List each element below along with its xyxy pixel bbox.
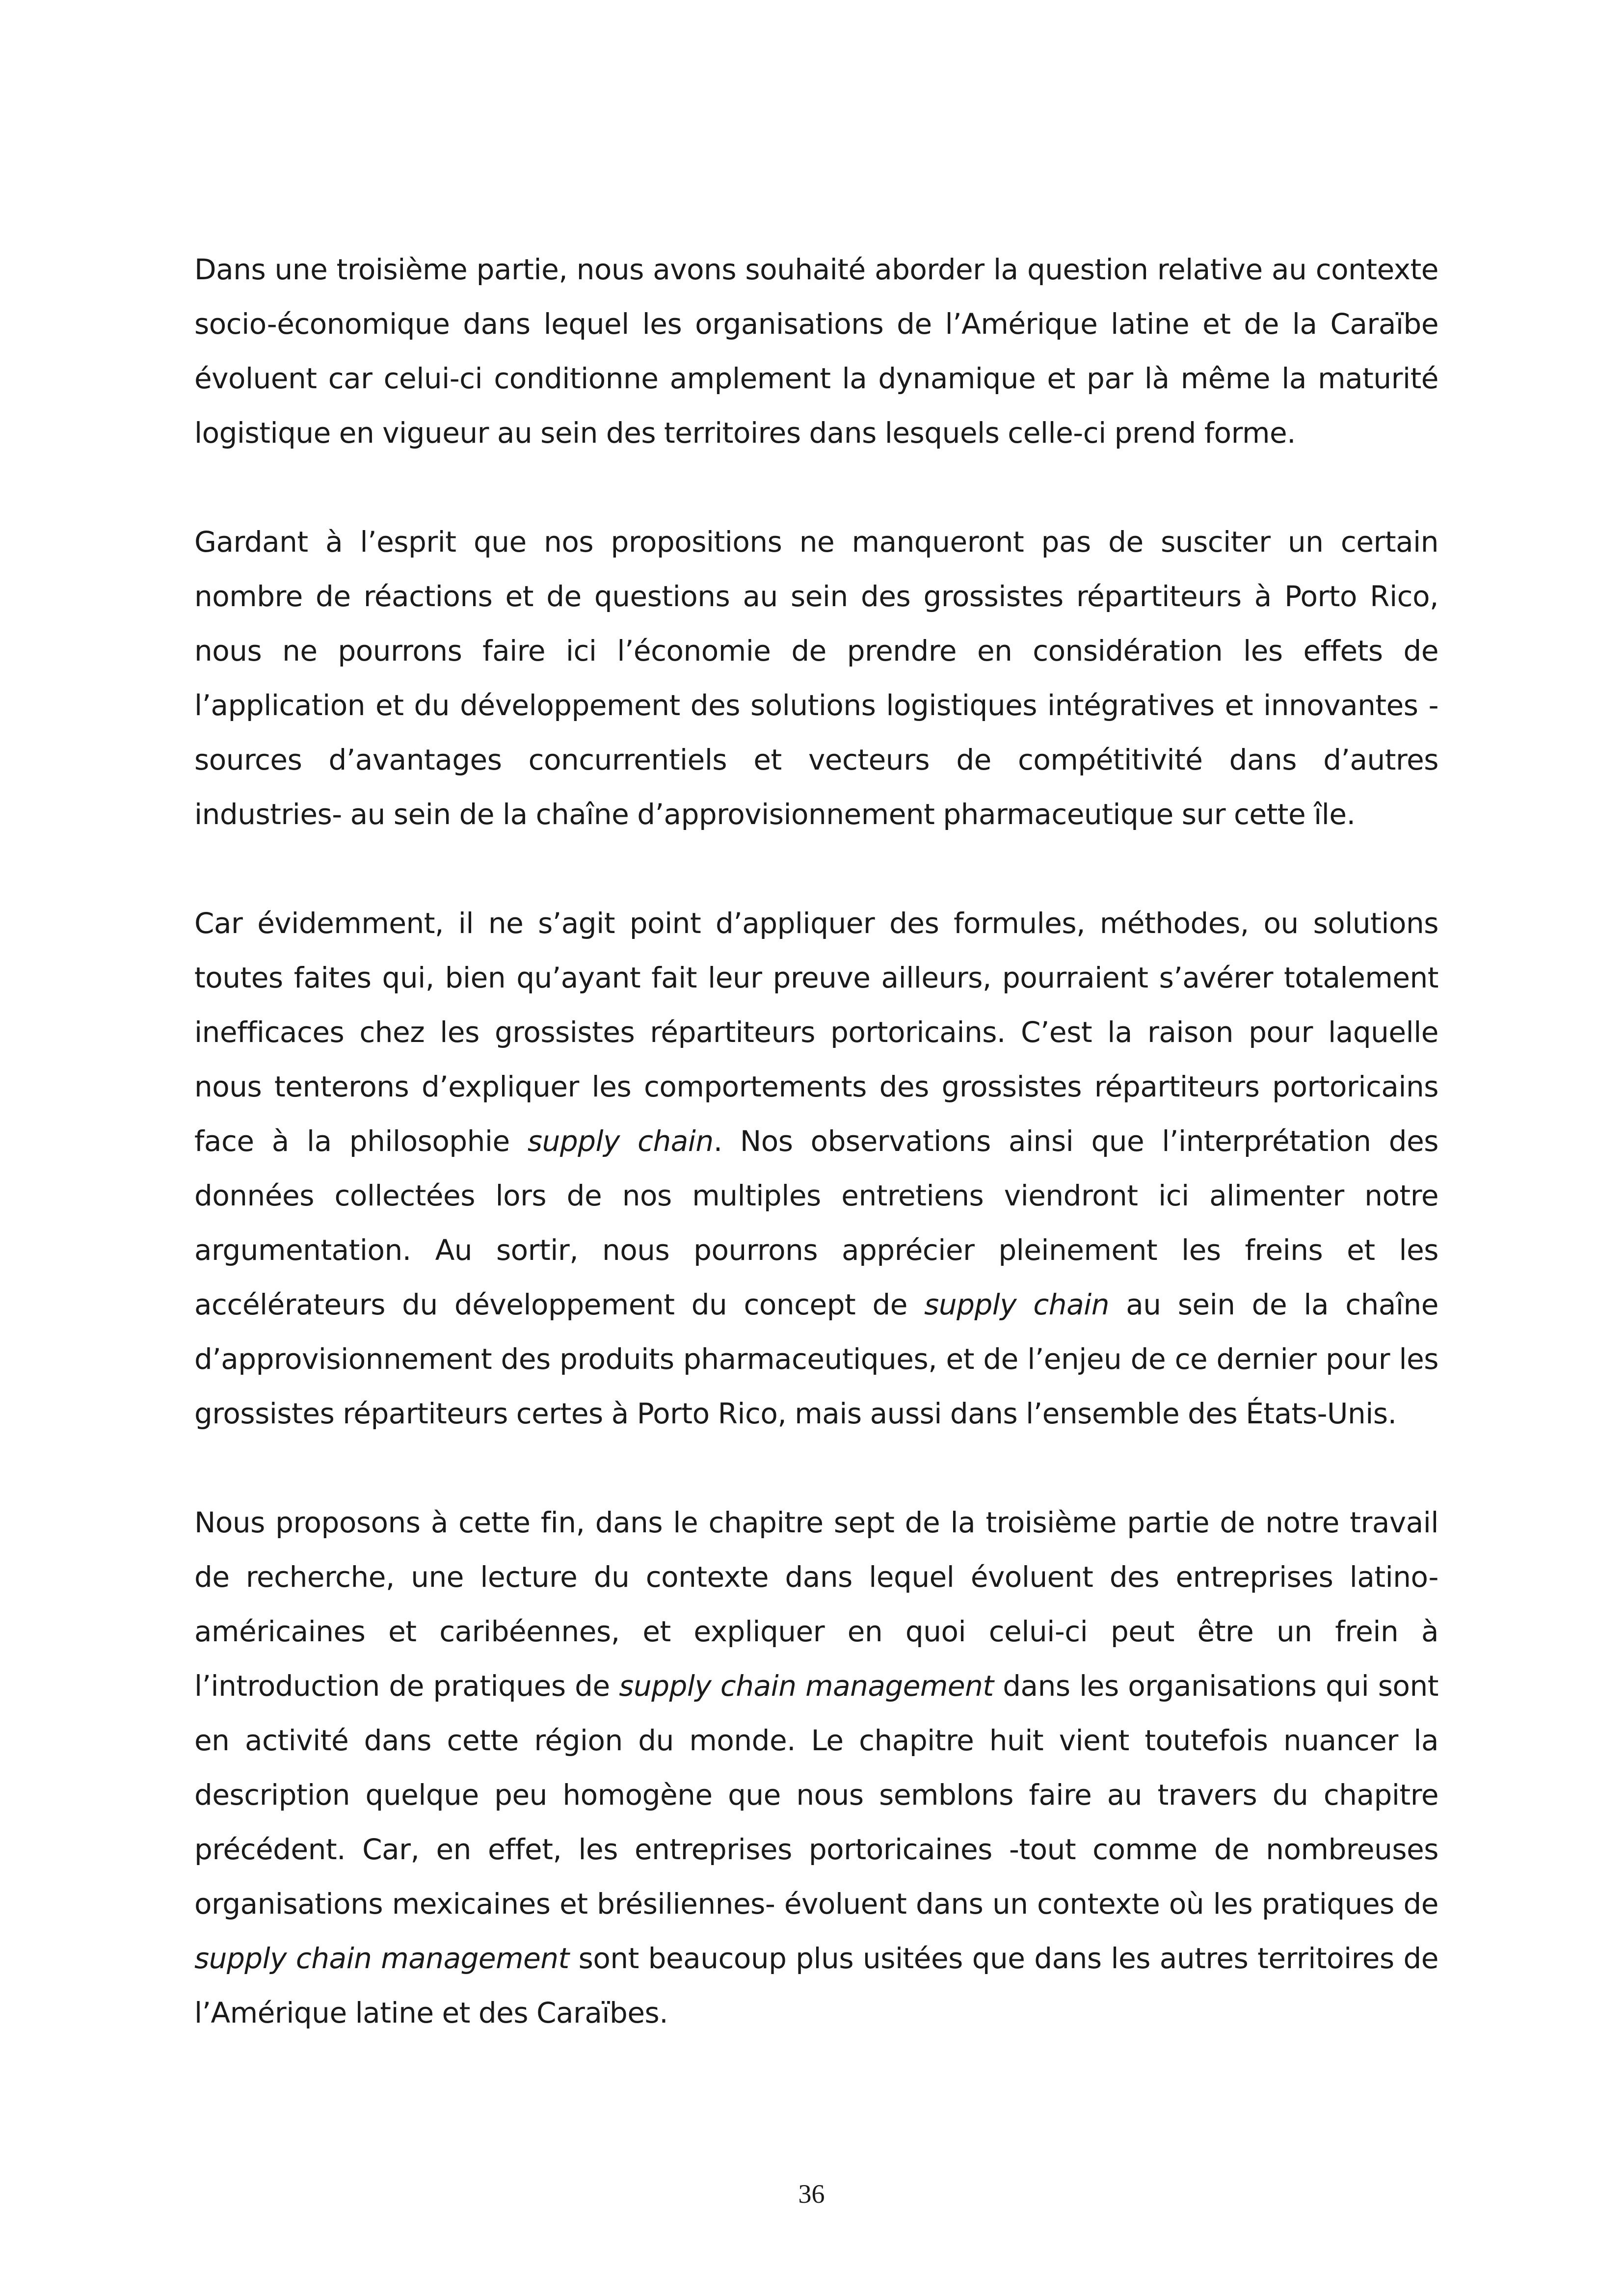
paragraph-3: [194, 896, 1438, 1441]
paragraph-2-text: Gardant à l’esprit que nos propositions ne manqueront pas de susciter un certain nombre de réactions et de questions au sein des grossistes répartiteurs à Porto Rico, nous ne pourrons faire ici l’économie de prendre en considération les effets de l’application et du développement des solutions logistiques intégratives et innovantes -sources d’avantages concurrentiels et vecteurs de compétitivité dans d’autres industries- au sein de la chaîne d’approvisionnement pharmaceutique sur cette île.: [194, 525, 1438, 831]
paragraph-3-text-b: . Nos observations ainsi que l’interprétation des données collectées lors de nos multiples entretiens viendront ici alimenter notre argumentation. Au sortir, nous pourrons apprécier pleinement les freins et les accélérateurs du développement du concept de: [194, 1124, 1438, 1321]
paragraph-4-italic-term-2: supply chain management: [194, 1942, 569, 1975]
paragraph-3-text-a: Car évidemment, il ne s’agit point d’appliquer des formules, méthodes, ou solutions toutes faites qui, bien qu’ayant fait leur preuve ailleurs, pourraient s’avérer totalement inefficaces chez les grossistes répartiteurs portoricains. C’est la raison pour laquelle nous tenterons d’expliquer les comportements des grossistes répartiteurs portoricains face à la philosophie: [194, 907, 1438, 1158]
paragraph-4: [194, 1495, 1438, 2040]
paragraph-4-text-a: Nous proposons à cette fin, dans le chapitre sept de la troisième partie de notre travail de recherche, une lecture du contexte dans lequel évoluent des entreprises latino-américaines et caribéennes, et expliquer en quoi celui-ci peut être un frein à l’introduction de pratiques de: [194, 1506, 1438, 1703]
paragraph-2: [194, 515, 1438, 842]
paragraph-4-text-c: sont beaucoup plus usitées que dans les autres territoires de l’Amérique latine et des Caraïbes.: [194, 1942, 1438, 2029]
paragraph-3-text-c: au sein de la chaîne d’approvisionnement des produits pharmaceutiques, et de l’enjeu de ce dernier pour les grossistes répartiteurs certes à Porto Rico, mais aussi dans l’ensemble des États-Unis.: [194, 1288, 1438, 1430]
page-number: 36: [798, 2179, 825, 2209]
paragraph-1-text: Dans une troisième partie, nous avons souhaité aborder la question relative au contexte socio-économique dans lequel les organisations de l’Amérique latine et de la Caraïbe évoluent car celui-ci conditionne amplement la dynamique et par là même la maturité logistique en vigueur au sein des territoires dans lesquels celle-ci prend forme.: [194, 253, 1438, 450]
paragraph-3-italic-term-1: supply chain: [527, 1124, 714, 1158]
paragraph-1: [194, 242, 1438, 460]
paragraph-3-italic-term-2: supply chain: [924, 1288, 1109, 1321]
paragraph-4-text-b: dans les organisations qui sont en activité dans cette région du monde. Le chapitre huit vient toutefois nuancer la description quelque peu homogène que nous semblons faire au travers du chapitre précédent. Car, en effet, les entreprises portoricaines -tout comme de nombreuses organisations mexicaines et brésiliennes- évoluent dans un contexte où les pratiques de: [194, 1669, 1438, 1921]
paragraph-4-italic-term-1: supply chain management: [619, 1669, 994, 1703]
